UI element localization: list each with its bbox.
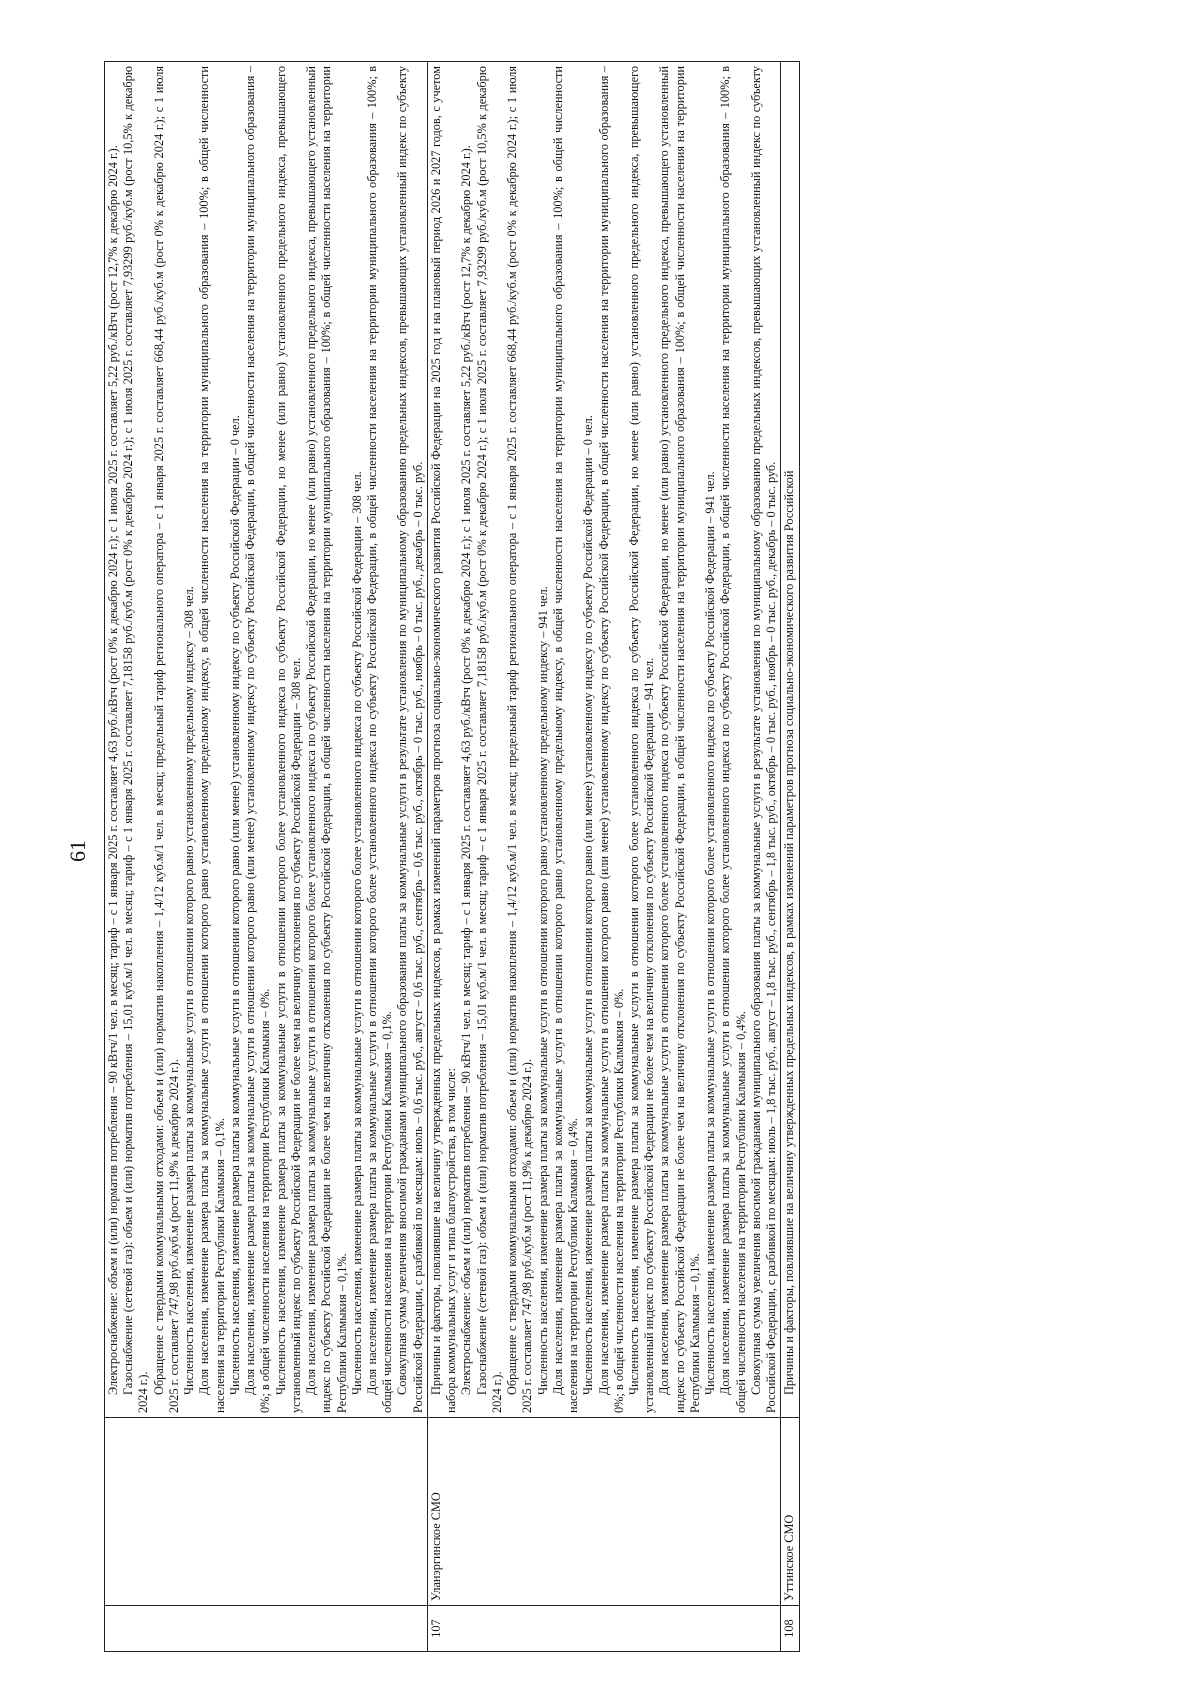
description-paragraph: Численность населения, изменение размера платы за коммунальные услуги в отношении которого равно установленному предельному индексу – 941 чел. bbox=[535, 586, 550, 1395]
description-paragraph: Совокупная сумма увеличения вносимой гражданами муниципального образования платы за коммунальные услуги в результате установления по муниципальному образованию предельных индексов, превышающих установленный индекс по субъекту Российской Федерации, с разбивкой по месяцам: июль – 0,6 тыс. руб., август – 0,6 тыс. руб., сентябрь – 0,6 тыс. руб., октябрь – 0 тыс. руб., ноябрь – 0 тыс. руб., декабрь – 0 тыс. руб. bbox=[395, 66, 425, 1413]
description-paragraph: Совокупная сумма увеличения вносимой гражданами муниципального образования платы за коммунальные услуги в результате установления по муниципальному образованию предельных индексов, превышающих установленный индекс по субъекту Российской Федерации, с разбивкой по месяцам: июль – 1,8 тыс. руб., август – 1,8 тыс. руб., сентябрь – 1,8 тыс. руб., октябрь – 0 тыс. руб., ноябрь – 0 тыс. руб., декабрь – 0 тыс. руб. bbox=[748, 66, 779, 1413]
table-row bbox=[781, 62, 799, 1652]
index-table bbox=[104, 61, 800, 1652]
description-paragraph: Численность населения, изменение размера платы за коммунальные услуги в отношении которого равно (или менее) установленному индексу по субъекту Российской Федерации – 0 чел. bbox=[227, 415, 242, 1395]
municipality-name: Уттинское СМО bbox=[781, 1418, 799, 1606]
description-paragraph: Численность населения, изменение размера платы за коммунальные услуги в отношении которого более установленного индекса по субъекту Российской Федерации – 308 чел. bbox=[349, 471, 364, 1395]
description-paragraph: Доля населения, изменение размера платы за коммунальные услуги в отношении которого более установленного индекса по субъекту Российской Федерации, но менее (или равно) установленного предельного индекса, превышающего установленный индекс по субъекту Российской Федерации не более чем на величину отклонения по субъекту Российской Федерации, в общей численности населения на территории муниципального образования – 100%; в общей численности населения на территории Республики Калмыкия – 0,1%. bbox=[657, 66, 702, 1413]
description-paragraph: Электроснабжение: объем и (или) норматив потребления – 90 кВтч/1 чел. в месяц; тариф – с 1 января 2025 г. составляет 4,63 руб./кВтч (рост 0% к декабрю 2024 г.); с 1 июля 2025 г. составляет 5,22 руб./кВтч (рост 12,7% к декабрю 2024 г.). bbox=[106, 145, 120, 1395]
row-number: 107 bbox=[427, 1606, 780, 1652]
description-paragraph: Доля населения, изменение размера платы за коммунальные услуги в отношении которого равно (или менее) установленному индексу по субъекту Российской Федерации, в общей численности населения на территории муниципального образования – 0%; в общей численности населения на территории Республики Калмыкия – 0%. bbox=[596, 66, 626, 1413]
description-paragraph: Доля населения, изменение размера платы за коммунальные услуги в отношении которого равно (или менее) установленному индексу по субъекту Российской Федерации, в общей численности населения на территории муниципального образования – 0%; в общей численности населения на территории Республики Калмыкия – 0%. bbox=[243, 66, 273, 1413]
description-paragraph: Численность населения, изменение размера платы за коммунальные услуги в отношении которого более установленного индекса по субъекту Российской Федерации, но менее (или равно) установленного предельного индекса, превышающего установленный индекс по субъекту Российской Федерации не более чем на величину отклонения по субъекту Российской Федерации – 941 чел. bbox=[626, 66, 657, 1413]
description-cell bbox=[781, 62, 799, 1418]
description-paragraph: Доля населения, изменение размера платы за коммунальные услуги в отношении которого равно установленному предельному индексу, в общей численности населения на территории муниципального образования – 100%; в общей численности населения на территории Республики Калмыкия – 0,1%. bbox=[197, 66, 227, 1413]
description-cell bbox=[105, 62, 428, 1418]
description-paragraph: Численность населения, изменение размера платы за коммунальные услуги в отношении которого более установленного индекса по субъекту Российской Федерации – 941 чел. bbox=[703, 471, 718, 1395]
description-paragraph: Электроснабжение: объем и (или) норматив потребления – 90 кВтч/1 чел. в месяц; тариф – с 1 января 2025 г. составляет 4,63 руб./кВтч (рост 0% к декабрю 2024 г.); с 1 июля 2025 г. составляет 5,22 руб./кВтч (рост 12,7% к декабрю 2024 г.). bbox=[459, 145, 474, 1395]
rotated-page-content bbox=[104, 62, 1104, 1652]
description-paragraph: Газоснабжение (сетевой газ): объем и (или) норматив потребления – 15,01 куб.м/1 чел. в месяц; тариф – с 1 января 2025 г. составляет 7,18158 руб./куб.м (рост 0% к декабрю 2024 г.); с 1 июля 2025 г. составляет 7,93299 руб./куб.м (рост 10,5% к декабрю 2024 г.). bbox=[121, 66, 151, 1413]
municipality-name bbox=[105, 1418, 428, 1606]
page-number: 61 bbox=[65, 840, 90, 862]
description-paragraph: Доля населения, изменение размера платы за коммунальные услуги в отношении которого более установленного индекса по субъекту Российской Федерации, в общей численности населения на территории муниципального образования – 100%; в общей численности населения на территории Республики Калмыкия – 0,1%. bbox=[364, 66, 395, 1413]
description-paragraph: Доля населения, изменение размера платы за коммунальные услуги в отношении которого более установленного индекса по субъекту Российской Федерации, в общей численности населения на территории муниципального образования – 100%; в общей численности населения на территории Республики Калмыкия – 0,4%. bbox=[718, 66, 748, 1413]
description-paragraph: Обращение с твердыми коммунальными отходами: объем и (или) норматив накопления – 1,4/12 куб.м/1 чел. в месяц; предельный тариф регионального оператора – с 1 января 2025 г. составляет 668,44 руб./куб.м (рост 0% к декабрю 2024 г.); с 1 июля 2025 г. составляет 747,98 руб./куб.м (рост 11,9% к декабрю 2024 г.). bbox=[151, 66, 181, 1413]
description-paragraph: Причины и факторы, повлиявшие на величину утвержденных предельных индексов, в рамках изменений параметров прогноза социально-экономического развития Российской Федерации на 2025 год и на плановый период 2026 и 2027 годов, с учетом набора коммунальных услуг и типа благоустройства, в том числе: bbox=[428, 66, 459, 1413]
description-paragraph: Газоснабжение (сетевой газ): объем и (или) норматив потребления – 15,01 куб.м/1 чел. в месяц; тариф – с 1 января 2025 г. составляет 7,18158 руб./куб.м (рост 0% к декабрю 2024 г.); с 1 июля 2025 г. составляет 7,93299 руб./куб.м (рост 10,5% к декабрю 2024 г.). bbox=[474, 66, 504, 1413]
description-cell bbox=[427, 62, 780, 1418]
description-paragraph: Доля населения, изменение размера платы за коммунальные услуги в отношении которого более установленного индекса по субъекту Российской Федерации, но менее (или равно) установленного предельного индекса, превышающего установленный индекс по субъекту Российской Федерации не более чем на величину отклонения по субъекту Российской Федерации, в общей численности населения на территории муниципального образования – 100%; в общей численности населения на территории Республики Калмыкия – 0,1%. bbox=[304, 66, 349, 1413]
description-paragraph: Численность населения, изменение размера платы за коммунальные услуги в отношении которого равно (или менее) установленному индексу по субъекту Российской Федерации – 0 чел. bbox=[581, 415, 596, 1395]
description-paragraph: Численность населения, изменение размера платы за коммунальные услуги в отношении которого равно установленному предельному индексу – 308 чел. bbox=[182, 586, 197, 1395]
description-paragraph: Доля населения, изменение размера платы за коммунальные услуги в отношении которого равно установленному предельному индексу, в общей численности населения на территории муниципального образования – 100%; в общей численности населения на территории Республики Калмыкия – 0,4%. bbox=[550, 66, 581, 1413]
row-number bbox=[105, 1606, 428, 1652]
table-row bbox=[427, 62, 780, 1652]
table-row bbox=[105, 62, 428, 1652]
municipality-name: Уланэргинское СМО bbox=[427, 1418, 780, 1606]
description-paragraph: Обращение с твердыми коммунальными отходами: объем и (или) норматив накопления – 1,4/12 куб.м/1 чел. в месяц; предельный тариф регионального оператора – с 1 января 2025 г. составляет 668,44 руб./куб.м (рост 0% к декабрю 2024 г.); с 1 июля 2025 г. составляет 747,98 руб./куб.м (рост 11,9% к декабрю 2024 г.). bbox=[505, 66, 535, 1413]
description-paragraph: Численность населения, изменение размера платы за коммунальные услуги в отношении которого более установленного индекса по субъекту Российской Федерации, но менее (или равно) установленного предельного индекса, превышающего установленный индекс по субъекту Российской Федерации не более чем на величину отклонения по субъекту Российской Федерации – 308 чел. bbox=[273, 66, 303, 1413]
description-paragraph: Причины и факторы, повлиявшие на величину утвержденных предельных индексов, в рамках изменений параметров прогноза социально-экономического развития Российской bbox=[782, 470, 797, 1395]
row-number: 108 bbox=[781, 1606, 799, 1652]
